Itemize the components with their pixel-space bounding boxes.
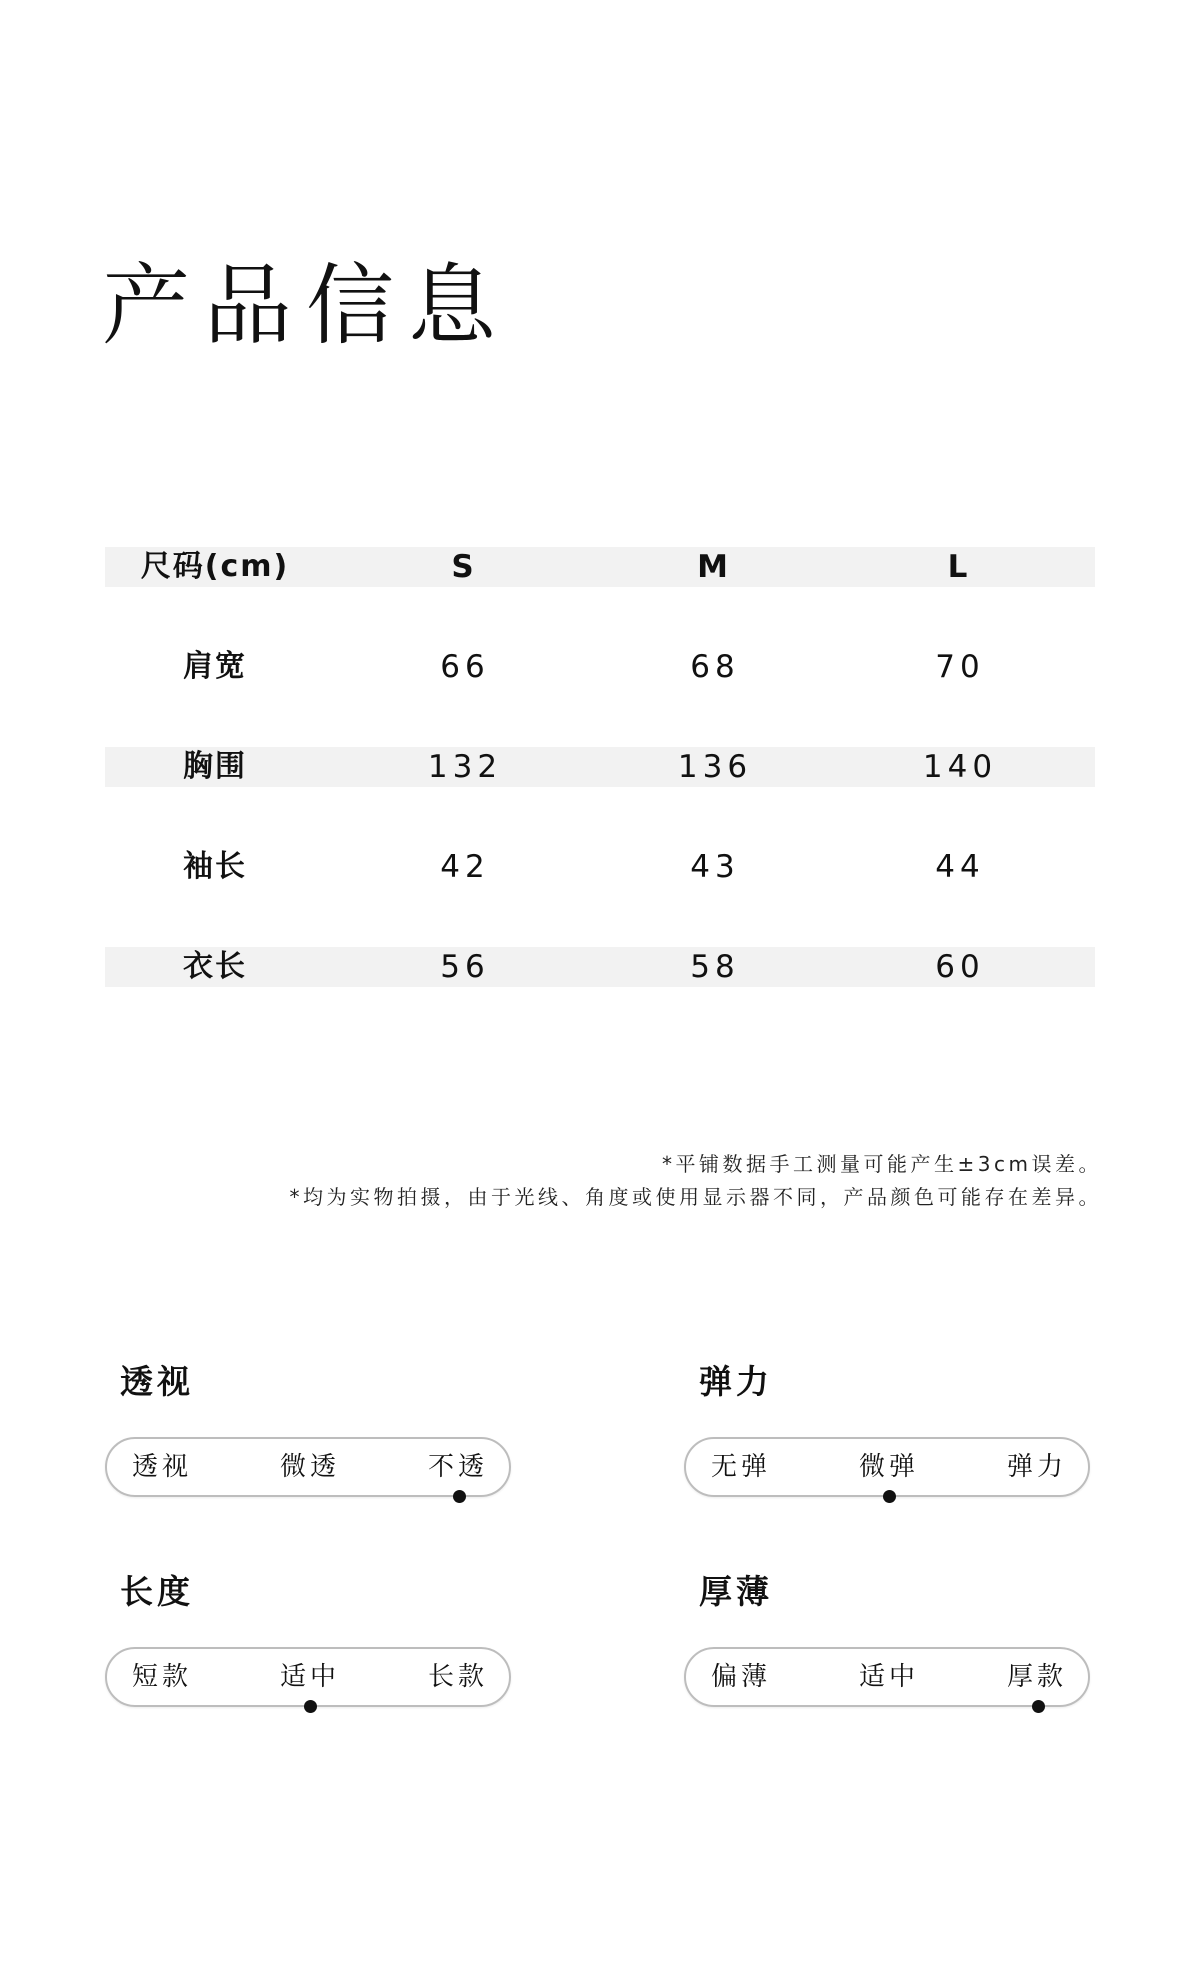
attr-option: 短款 xyxy=(131,1662,192,1692)
attr-title: 厚薄 xyxy=(699,1572,773,1611)
attr-title: 透视 xyxy=(120,1362,194,1401)
attr-option: 长款 xyxy=(427,1662,488,1692)
table-cell: 58 xyxy=(690,949,740,985)
attr-elasticity xyxy=(684,1362,1094,1497)
size-header-m: M xyxy=(697,549,733,585)
table-cell: 132 xyxy=(427,749,503,785)
size-header-label: 尺码(cm) xyxy=(140,549,290,584)
table-cell: 43 xyxy=(690,849,740,885)
table-cell: 140 xyxy=(922,749,998,785)
size-table xyxy=(105,547,1095,1047)
attr-option: 偏薄 xyxy=(710,1662,771,1692)
table-row xyxy=(105,747,1095,787)
attr-thickness xyxy=(684,1572,1094,1707)
attr-length xyxy=(105,1572,515,1707)
table-cell: 60 xyxy=(935,949,985,985)
table-row xyxy=(105,947,1095,987)
attr-option: 透视 xyxy=(131,1452,192,1482)
attr-title: 弹力 xyxy=(699,1362,773,1401)
table-cell: 68 xyxy=(690,649,740,685)
attr-scale xyxy=(684,1437,1090,1497)
attr-scale xyxy=(105,1437,511,1497)
table-cell: 44 xyxy=(935,849,985,885)
row-label: 衣长 xyxy=(183,949,247,984)
row-label: 胸围 xyxy=(183,749,247,784)
table-cell: 56 xyxy=(440,949,490,985)
note-color-difference: *均为实物拍摄，由于光线、角度或使用显示器不同，产品颜色可能存在差异。 xyxy=(289,1185,1102,1209)
size-table-header xyxy=(105,547,1095,587)
attr-scale xyxy=(684,1647,1090,1707)
attr-option: 微透 xyxy=(279,1452,340,1482)
table-cell: 70 xyxy=(935,649,985,685)
attr-option: 弹力 xyxy=(1006,1452,1067,1482)
attr-title: 长度 xyxy=(120,1572,194,1611)
table-cell: 42 xyxy=(440,849,490,885)
attr-option: 适中 xyxy=(279,1662,340,1692)
measurement-notes xyxy=(290,1148,1103,1214)
size-header-s: S xyxy=(451,549,479,585)
row-label: 袖长 xyxy=(183,849,247,884)
row-label: 肩宽 xyxy=(183,649,247,684)
attr-option: 不透 xyxy=(427,1452,488,1482)
attr-option: 厚款 xyxy=(1006,1662,1067,1692)
table-row xyxy=(105,847,1095,887)
size-header-l: L xyxy=(947,549,973,585)
selected-marker-dot xyxy=(304,1700,317,1713)
attr-option: 无弹 xyxy=(710,1452,771,1482)
table-cell: 136 xyxy=(677,749,753,785)
attr-option: 适中 xyxy=(858,1662,919,1692)
page-title: 产品信息 xyxy=(102,254,511,357)
attr-transparency xyxy=(105,1362,515,1497)
table-cell: 66 xyxy=(440,649,490,685)
table-row xyxy=(105,647,1095,687)
attr-scale xyxy=(105,1647,511,1707)
selected-marker-dot xyxy=(453,1490,466,1503)
selected-marker-dot xyxy=(1032,1700,1045,1713)
attr-option: 微弹 xyxy=(858,1452,919,1482)
note-measurement-error: *平铺数据手工测量可能产生±3cm误差。 xyxy=(662,1152,1102,1176)
selected-marker-dot xyxy=(883,1490,896,1503)
